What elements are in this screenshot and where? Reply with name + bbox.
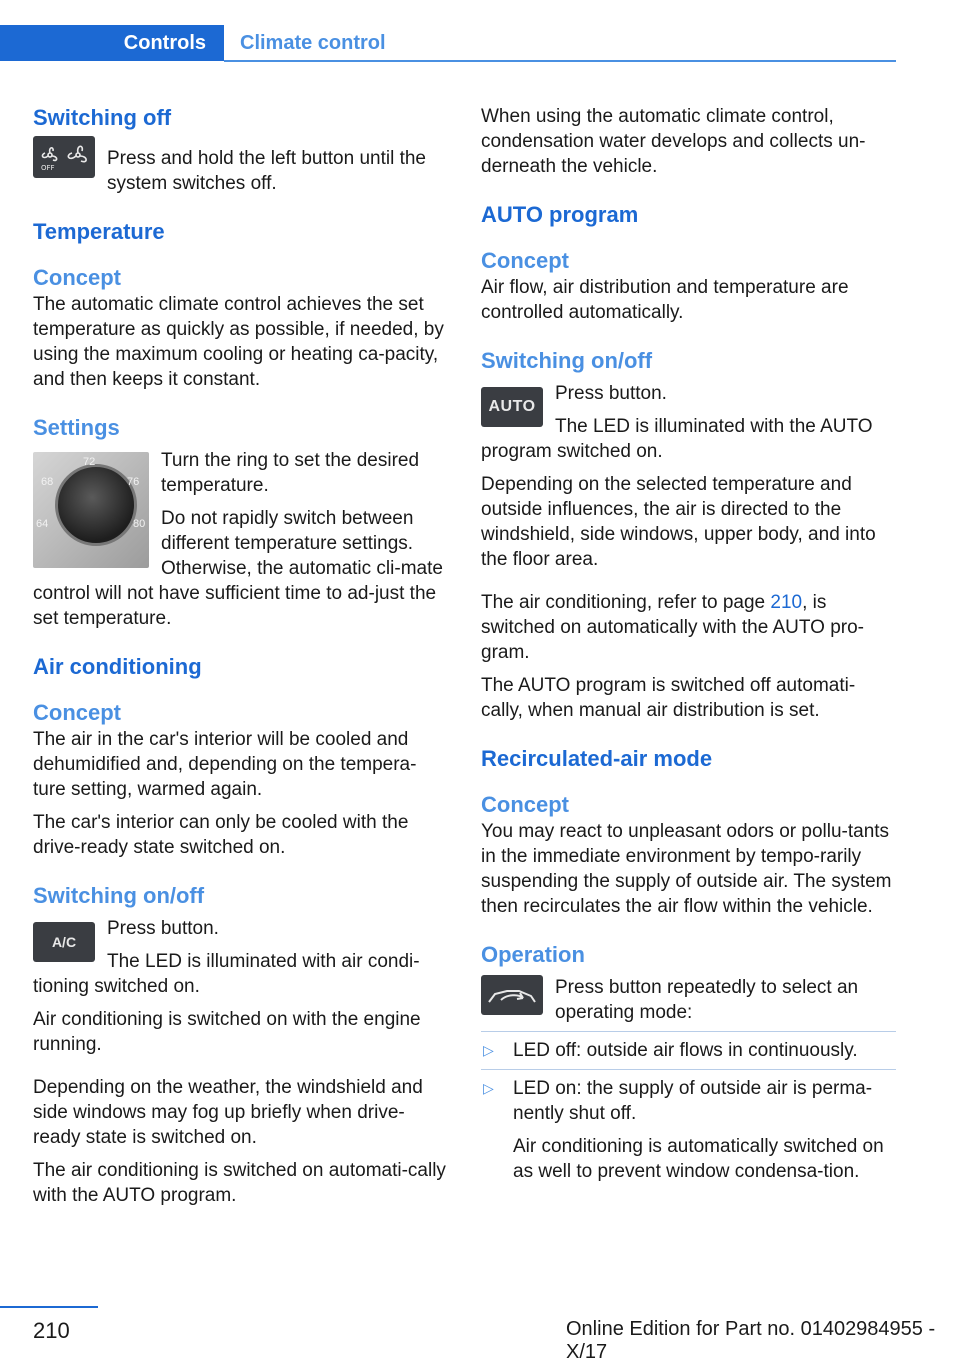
svg-text:OFF: OFF: [41, 164, 55, 172]
fan-off-button-icon: [33, 136, 95, 178]
dial-label: 76: [127, 476, 140, 488]
dial-label: 64: [36, 518, 49, 530]
auto-switching-heading: Switching on/off: [481, 348, 653, 373]
auto-switch-text-1: Press button.: [555, 383, 667, 404]
page-number: 210: [33, 1318, 70, 1343]
footer-divider: [0, 1306, 98, 1308]
temperature-concept-heading: Concept: [33, 265, 121, 290]
operation-heading: Operation: [481, 942, 585, 967]
auto-ref-text-b: , is switched on automatically with the AUTO pro‐gram.: [481, 592, 864, 663]
recirculation-button-icon: [481, 975, 543, 1015]
auto-ref-text: [481, 590, 896, 665]
section-tab-climate-control[interactable]: Climate control: [240, 31, 386, 54]
ac-switch-text-3: Air conditioning is switched on with the engine running.: [33, 1009, 421, 1055]
ac-switch-text-2: The LED is illuminated with air condi‐tioning switched on.: [33, 951, 420, 997]
settings-text-2: Do not rapidly switch between different temperature settings. Otherwise, the automatic cli‐mate control will not have sufficient time to ad‐just the set temperature.: [33, 508, 443, 629]
auto-button-icon-label: AUTO: [488, 398, 536, 415]
ac-switching-block: [33, 916, 448, 999]
condensation-text: When using the automatic climate control, condensation water develops and collects un‐derneath the vehicle.: [481, 106, 866, 177]
auto-switch-text-2: The LED is illuminated with the AUTO program switched on.: [481, 416, 873, 462]
dial-label: 68: [41, 476, 54, 488]
settings-text-1: Turn the ring to set the desired temperature.: [161, 450, 420, 496]
ac-button-icon-label: A/C: [51, 934, 77, 950]
ac-switch-text-5: The air conditioning is switched on automati‐cally with the AUTO program.: [33, 1160, 446, 1206]
triangle-bullet-icon: ▷: [483, 1042, 494, 1058]
recirc-concept-text: You may react to unpleasant odors or pollu‐tants in the immediate environment by tempo‐rarily suspending the supply of outside air. The system then recirculates the air flow within the vehicle.: [481, 821, 892, 917]
ac-switch-text-4: Depending on the weather, the windshield and side windows may fog up briefly when drive-ready state is switched on.: [33, 1077, 423, 1148]
ac-button-icon: [33, 922, 95, 962]
ac-concept-heading: Concept: [33, 700, 121, 725]
auto-ref-text-a: The air conditioning, refer to page: [481, 592, 771, 613]
recirc-concept-heading: Concept: [481, 792, 569, 817]
page-reference-link[interactable]: 210: [770, 592, 803, 613]
left-column: [33, 100, 448, 1208]
auto-concept-text: Air flow, air distribution and temperature are controlled automatically.: [481, 277, 849, 323]
list-item-subtext: Air conditioning is automatically switched on as well to prevent window condensa‐tion.: [513, 1136, 884, 1182]
ac-concept-text-2: The car's interior can only be cooled with the drive-ready state switched on.: [33, 812, 409, 858]
section-tab-controls[interactable]: Controls: [0, 25, 224, 61]
list-item: [481, 1069, 896, 1184]
auto-switch-text-3: Depending on the selected temperature and outside influences, the air is directed to the windshield, side windows, upper body, and into the floor area.: [481, 474, 876, 570]
auto-program-heading: AUTO program: [481, 202, 639, 227]
dial-label: 80: [133, 518, 146, 530]
auto-concept-heading: Concept: [481, 248, 569, 273]
edition-note: Online Edition for Part no. 01402984955 - X/17: [566, 1318, 936, 1363]
list-item: [481, 1038, 896, 1063]
switching-off-heading: Switching off: [33, 105, 172, 130]
auto-button-icon: [481, 387, 543, 427]
air-conditioning-heading: Air conditioning: [33, 654, 202, 679]
page-header: [0, 0, 960, 62]
ac-concept-text-1: The air in the car's interior will be cooled and dehumidified and, depending on the tempera‐ture setting, warmed again.: [33, 729, 417, 800]
header-divider: [224, 60, 896, 62]
temperature-heading: Temperature: [33, 219, 165, 244]
settings-block: [33, 448, 448, 631]
list-item-text: LED on: the supply of outside air is perma‐nently shut off.: [513, 1078, 873, 1124]
auto-switching-block: [481, 381, 896, 464]
operation-block: [481, 969, 896, 1025]
ac-switch-text-1: Press button.: [107, 918, 219, 939]
list-item-text: LED off: outside air flows in continuously.: [513, 1040, 858, 1061]
switching-off-block: [33, 132, 448, 196]
operation-text: Press button repeatedly to select an operating mode:: [555, 977, 859, 1023]
recirculated-air-heading: Recirculated-air mode: [481, 746, 713, 771]
switching-off-text: Press and hold the left button until the system switches off.: [107, 148, 426, 194]
triangle-bullet-icon: ▷: [483, 1080, 494, 1096]
temperature-dial-image: [33, 452, 149, 568]
ac-switching-heading: Switching on/off: [33, 883, 205, 908]
temperature-concept-text: The automatic climate control achieves the set temperature as quickly as possible, if needed, by using the maximum cooling or heating ca‐pacity, and then keeps it constant.: [33, 294, 444, 390]
right-column: [481, 100, 896, 1184]
settings-heading: Settings: [33, 415, 120, 440]
dial-label: 72: [83, 456, 96, 468]
list-divider: [481, 1031, 896, 1032]
operating-mode-list: [481, 1038, 896, 1184]
auto-switch-text-4: The AUTO program is switched off automati‐cally, when manual air distribution is set.: [481, 675, 856, 721]
